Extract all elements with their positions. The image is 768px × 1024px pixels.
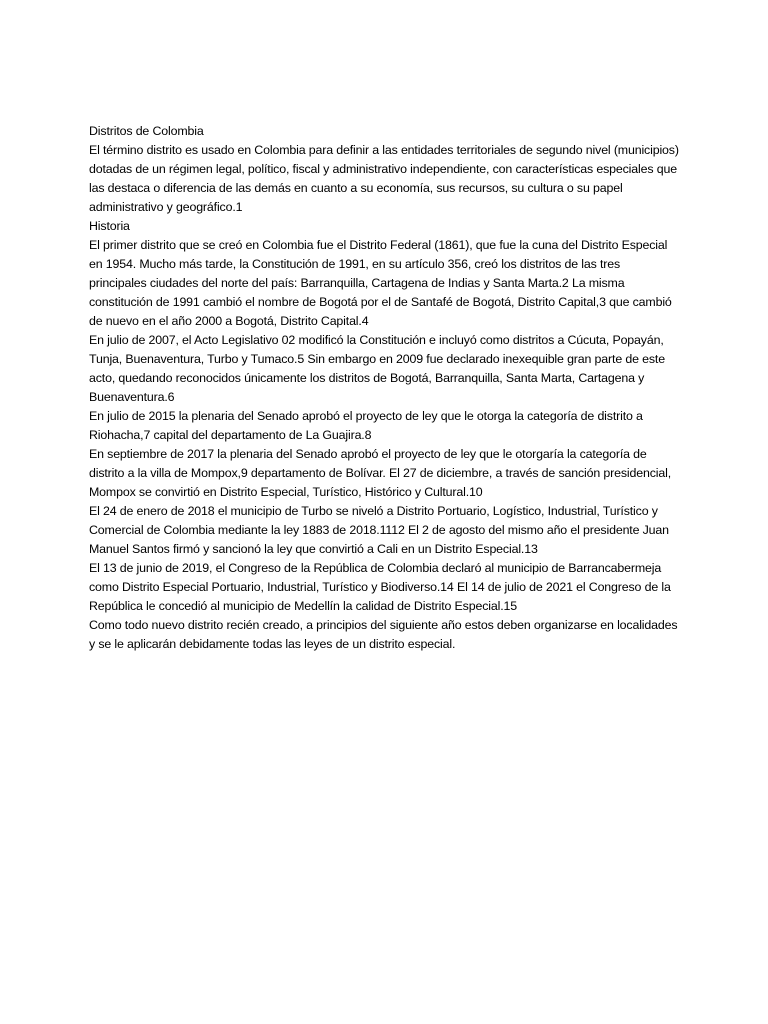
document-title: Distritos de Colombia (89, 124, 204, 138)
history-paragraph-7: Como todo nuevo distrito recién creado, a principios del siguiente año estos deben organizarse en localidades y se le aplicarán debidamente todas las leyes de un distrito especial. (89, 618, 678, 651)
document-body (89, 122, 679, 654)
history-paragraph-3: En julio de 2015 la plenaria del Senado aprobó el proyecto de ley que le otorga la categoría de distrito a Riohacha,7 capital del departamento de La Guajira.8 (89, 409, 643, 442)
history-paragraph-4: En septiembre de 2017 la plenaria del Senado aprobó el proyecto de ley que le otorgaría la categoría de distrito a la villa de Mompox,9 departamento de Bolívar. El 27 de diciembre, a través de sanción presidencial, Mompox se convirtió en Distrito Especial, Turístico, Histórico y Cultural.10 (89, 447, 672, 499)
section-heading-historia: Historia (89, 219, 130, 233)
history-paragraph-5: El 24 de enero de 2018 el municipio de Turbo se niveló a Distrito Portuario, Logístico, Industrial, Turístico y Comercial de Colombia mediante la ley 1883 de 2018.1112 El 2 de agosto del mismo año el presidente Juan Manuel Santos firmó y sancionó la ley que convirtió a Cali en un Distrito Especial.13 (89, 504, 669, 556)
intro-paragraph: El término distrito es usado en Colombia para definir a las entidades territoriales de segundo nivel (municipios) dotadas de un régimen legal, político, fiscal y administrativo independiente, con características especiales que las destaca o diferencia de las demás en cuanto a su economía, sus recursos, su cultura o su papel administrativo y geográfico.1 (89, 143, 679, 214)
history-paragraph-1: El primer distrito que se creó en Colombia fue el Distrito Federal (1861), que fue la cuna del Distrito Especial en 1954. Mucho más tarde, la Constitución de 1991, en su artículo 356, creó los distritos de las tres principales ciudades del norte del país: Barranquilla, Cartagena de Indias y Santa Marta.2 La misma constitución de 1991 cambió el nombre de Bogotá por el de Santafé de Bogotá, Distrito Capital,3 que cambió de nuevo en el año 2000 a Bogotá, Distrito Capital.4 (89, 238, 672, 328)
history-paragraph-6: El 13 de junio de 2019, el Congreso de la República de Colombia declaró al municipio de Barrancabermeja como Distrito Especial Portuario, Industrial, Turístico y Biodiverso.14 El 14 de julio de 2021 el Congreso de la República le concedió al municipio de Medellín la calidad de Distrito Especial.15 (89, 561, 671, 613)
history-paragraph-2: En julio de 2007, el Acto Legislativo 02 modificó la Constitución e incluyó como distritos a Cúcuta, Popayán, Tunja, Buenaventura, Turbo y Tumaco.5 Sin embargo en 2009 fue declarado inexequible gran parte de este acto, quedando reconocidos únicamente los distritos de Bogotá, Barranquilla, Santa Marta, Cartagena y Buenaventura.6 (89, 333, 665, 404)
